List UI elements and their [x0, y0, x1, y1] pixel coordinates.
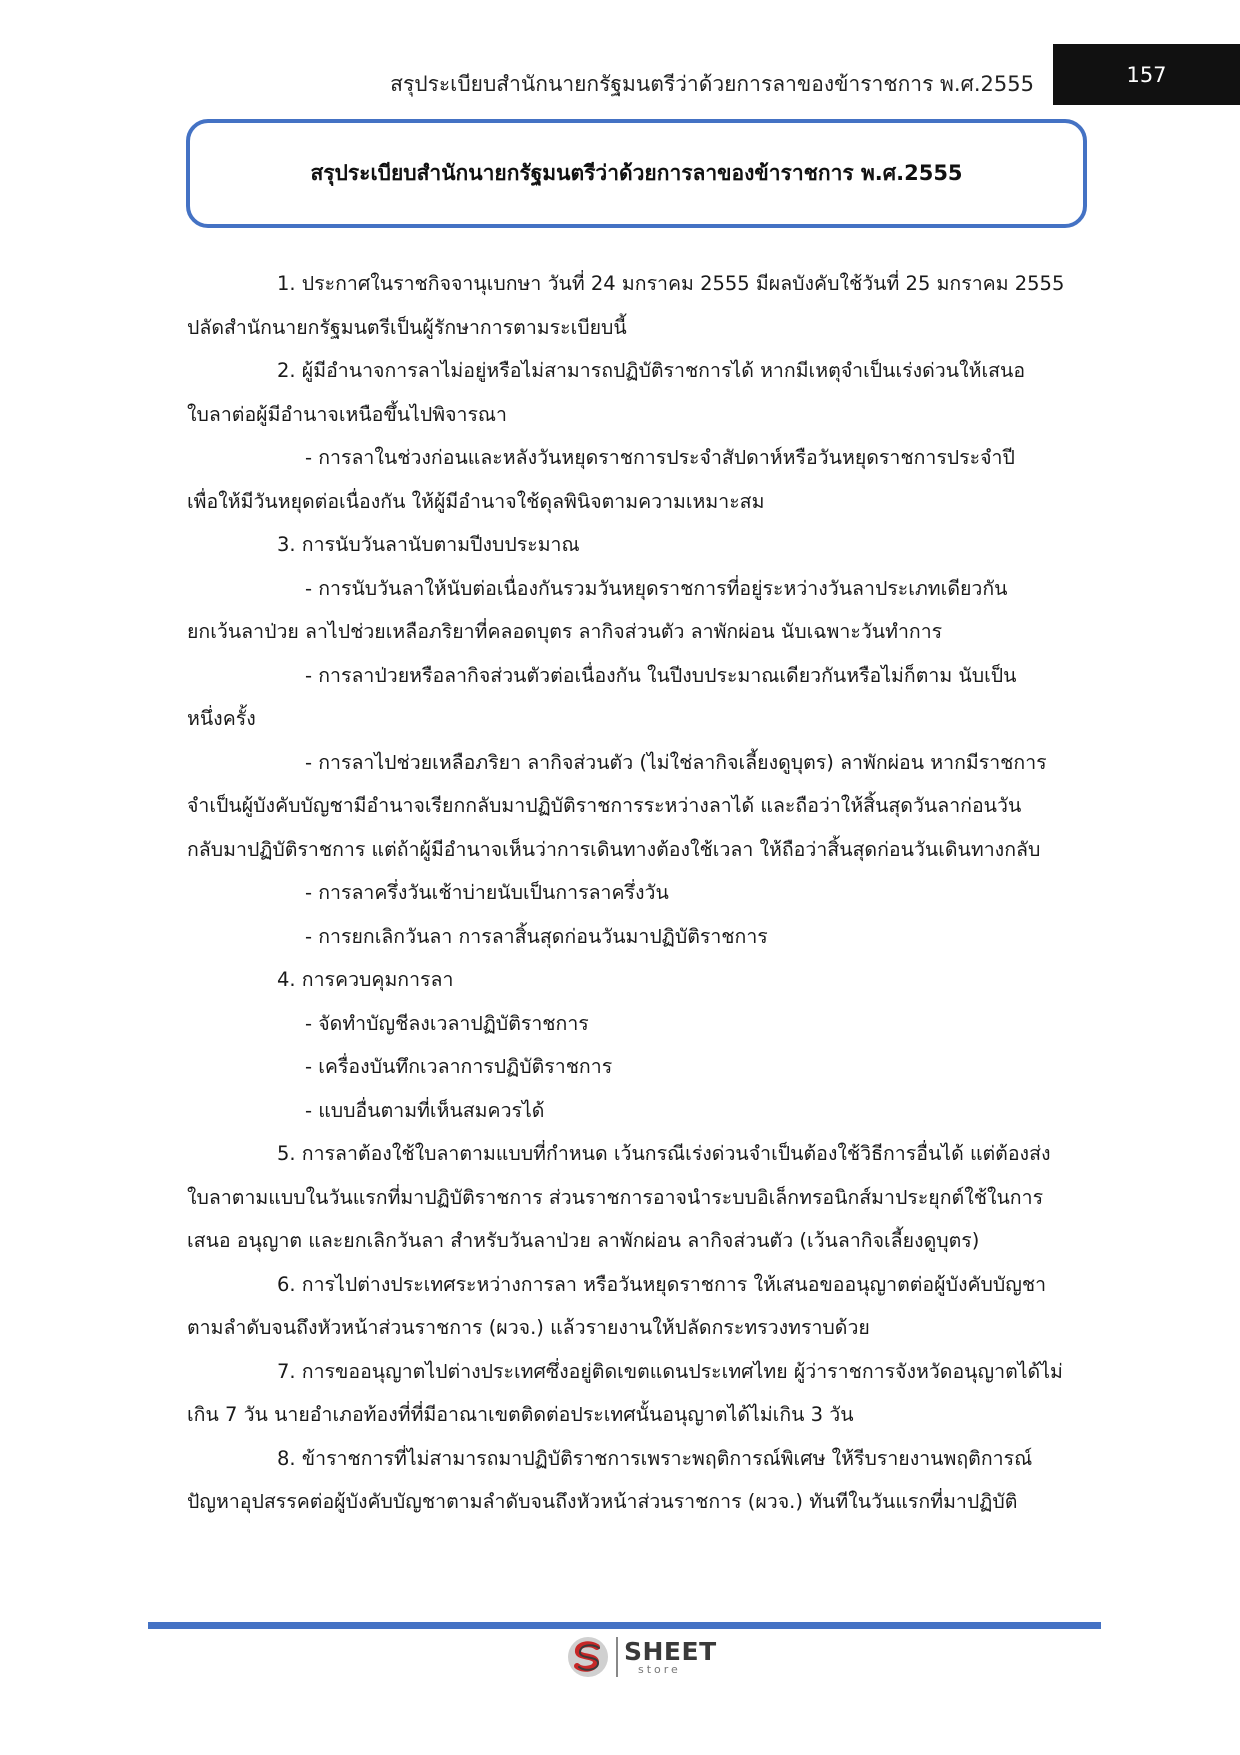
paragraph-line: - การลาในช่วงก่อนและหลังวันหยุดราชการประจำสัปดาห์หรือวันหยุดราชการประจำปี — [305, 446, 1015, 469]
paragraph-line: หนึ่งครั้ง — [187, 707, 256, 730]
paragraph-line: 3. การนับวันลานับตามปีงบประมาณ — [277, 533, 580, 556]
logo-wordmark: SHEET — [624, 1637, 717, 1666]
paragraph-line: 2. ผู้มีอำนาจการลาไม่อยู่หรือไม่สามารถปฏิบัติราชการได้ หากมีเหตุจำเป็นเร่งด่วนให้เสนอ — [277, 359, 1026, 382]
running-header: สรุประเบียบสำนักนายกรัฐมนตรีว่าด้วยการลาของข้าราชการ พ.ศ.2555 — [390, 72, 1034, 96]
paragraph-line: ยกเว้นลาป่วย ลาไปช่วยเหลือภริยาที่คลอดบุตร ลากิจส่วนตัว ลาพักผ่อน นับเฉพาะวันทำการ — [187, 620, 943, 643]
title-box — [186, 119, 1087, 228]
paragraph-line: 4. การควบคุมการลา — [277, 968, 454, 991]
paragraph-line: 7. การขออนุญาตไปต่างประเทศซึ่งอยู่ติดเขตแดนประเทศไทย ผู้ว่าราชการจังหวัดอนุญาตได้ไม่ — [277, 1359, 1063, 1383]
paragraph-line: - จัดทำบัญชีลงเวลาปฏิบัติราชการ — [305, 1011, 589, 1035]
document-title: สรุประเบียบสำนักนายกรัฐมนตรีว่าด้วยการลาของข้าราชการ พ.ศ.2555 — [310, 161, 963, 185]
paragraph-line: เสนอ อนุญาต และยกเลิกวันลา สำหรับวันลาป่วย ลาพักผ่อน ลากิจส่วนตัว (เว้นลากิจเลี้ยงดูบุตร) — [187, 1229, 980, 1252]
paragraph-line: - การลาครึ่งวันเช้าบ่ายนับเป็นการลาครึ่งวัน — [305, 881, 669, 904]
paragraph-line: 1. ประกาศในราชกิจจานุเบกษา วันที่ 24 มกราคม 2555 มีผลบังคับใช้วันที่ 25 มกราคม 2555 — [277, 272, 1065, 295]
logo-divider — [616, 1637, 618, 1677]
document-body — [187, 262, 1090, 1524]
footer-logo — [566, 1632, 717, 1682]
paragraph-line: 6. การไปต่างประเทศระหว่างการลา หรือวันหยุดราชการ ให้เสนอขออนุญาตต่อผู้บังคับบัญชา — [277, 1272, 1047, 1296]
sheet-store-logo-icon — [566, 1635, 610, 1679]
paragraph-line: เกิน 7 วัน นายอำเภอท้องที่ที่มีอาณาเขตติดต่อประเทศนั้นอนุญาตได้ไม่เกิน 3 วัน — [187, 1403, 854, 1426]
page-number: 157 — [1053, 44, 1240, 105]
footer-divider — [148, 1622, 1101, 1629]
paragraph-line: - เครื่องบันทึกเวลาการปฏิบัติราชการ — [305, 1055, 613, 1078]
logo-subtext: store — [638, 1663, 681, 1676]
paragraph-line: - แบบอื่นตามที่เห็นสมควรได้ — [305, 1098, 545, 1122]
paragraph-line: เพื่อให้มีวันหยุดต่อเนื่องกัน ให้ผู้มีอำนาจใช้ดุลพินิจตามความเหมาะสม — [187, 489, 765, 513]
paragraph-line: ปลัดสำนักนายกรัฐมนตรีเป็นผู้รักษาการตามระเบียบนี้ — [187, 315, 627, 339]
logo-text — [624, 1639, 717, 1675]
paragraph-line: กลับมาปฏิบัติราชการ แต่ถ้าผู้มีอำนาจเห็นว่าการเดินทางต้องใช้เวลา ให้ถือว่าสิ้นสุดก่อนวันเดินทางกลับ — [187, 837, 1041, 861]
paragraph-line: - การลาป่วยหรือลากิจส่วนตัวต่อเนื่องกัน ในปีงบประมาณเดียวกันหรือไม่ก็ตาม นับเป็น — [305, 663, 1017, 687]
paragraph-line: 8. ข้าราชการที่ไม่สามารถมาปฏิบัติราชการเพราะพฤติการณ์พิเศษ ให้รีบรายงานพฤติการณ์ — [277, 1446, 1033, 1470]
paragraph-line: ปัญหาอุปสรรคต่อผู้บังคับบัญชาตามลำดับจนถึงหัวหน้าส่วนราชการ (ผวจ.) ทันทีในวันแรกที่มาปฏิบัติ — [187, 1490, 1018, 1513]
paragraph-line: 5. การลาต้องใช้ใบลาตามแบบที่กำหนด เว้นกรณีเร่งด่วนจำเป็นต้องใช้วิธีการอื่นได้ แต่ต้องส่ง — [277, 1142, 1051, 1165]
paragraph-line: - การยกเลิกวันลา การลาสิ้นสุดก่อนวันมาปฏิบัติราชการ — [305, 924, 768, 948]
paragraph-line: ใบลาต่อผู้มีอำนาจเหนือขึ้นไปพิจารณา — [187, 402, 507, 426]
paragraph-line: - การนับวันลาให้นับต่อเนื่องกันรวมวันหยุดราชการที่อยู่ระหว่างวันลาประเภทเดียวกัน — [305, 576, 1008, 600]
paragraph-line: ใบลาตามแบบในวันแรกที่มาปฏิบัติราชการ ส่วนราชการอาจนำระบบอิเล็กทรอนิกส์มาประยุกต์ใช้ในการ — [187, 1185, 1044, 1209]
paragraph-line: - การลาไปช่วยเหลือภริยา ลากิจส่วนตัว (ไม่ใช่ลากิจเลี้ยงดูบุตร) ลาพักผ่อน หากมีราชการ — [305, 750, 1047, 774]
paragraph-line: ตามลำดับจนถึงหัวหน้าส่วนราชการ (ผวจ.) แล้วรายงานให้ปลัดกระทรวงทราบด้วย — [187, 1316, 870, 1339]
paragraph-line: จำเป็นผู้บังคับบัญชามีอำนาจเรียกกลับมาปฏิบัติราชการระหว่างลาได้ และถือว่าให้สิ้นสุดวันลาก่อนวัน — [187, 794, 1022, 817]
